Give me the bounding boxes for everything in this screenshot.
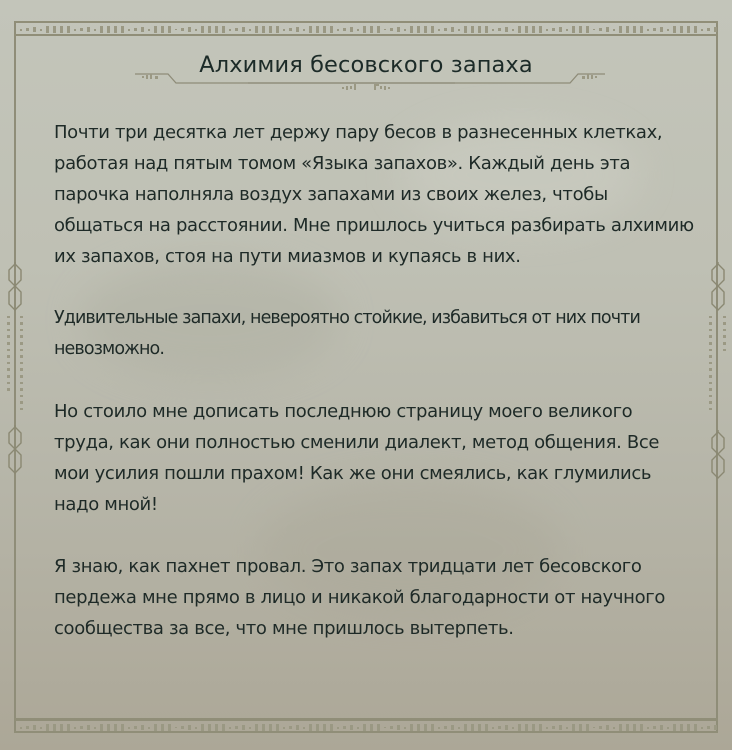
rune-mark	[114, 724, 117, 731]
rune-mark	[296, 27, 299, 32]
rune-mark	[424, 26, 427, 33]
rune-mark	[168, 26, 171, 33]
rune-mark	[451, 27, 454, 32]
rune-mark	[492, 29, 494, 31]
rune-mark	[100, 26, 103, 33]
rune-mark	[471, 724, 474, 731]
rune-mark	[552, 28, 555, 31]
rune-mark	[680, 724, 683, 731]
rune-mark	[148, 727, 150, 729]
rune-mark	[242, 725, 245, 730]
rune-mark	[384, 727, 386, 728]
rune-mark	[478, 724, 481, 731]
rune-mark	[128, 727, 130, 729]
rune-mark	[26, 28, 29, 31]
rune-mark	[195, 29, 197, 31]
rune-mark	[438, 29, 440, 31]
rune-mark	[323, 26, 326, 33]
rune-mark	[539, 724, 542, 731]
rune-mark	[572, 26, 575, 33]
rune-mark	[350, 725, 353, 730]
rune-mark	[337, 727, 339, 729]
rune-mark	[229, 29, 231, 31]
rune-mark	[330, 26, 333, 33]
rune-mark	[384, 29, 386, 30]
rune-mark	[606, 27, 609, 32]
rune-mark	[208, 26, 211, 33]
rune-mark	[485, 724, 488, 731]
rune-mark	[33, 725, 36, 730]
rune-mark	[647, 727, 649, 729]
rune-mark	[505, 27, 508, 32]
rune-mark	[397, 27, 400, 32]
rune-mark	[599, 28, 602, 31]
rune-mark	[148, 29, 150, 31]
rune-mark	[640, 724, 643, 731]
rune-mark	[94, 29, 96, 31]
right-knot-ornament	[708, 262, 728, 422]
rune-mark	[309, 724, 312, 731]
rune-mark	[694, 724, 697, 731]
rune-mark	[707, 28, 710, 31]
rune-mark	[350, 27, 353, 32]
rune-mark	[161, 724, 164, 731]
rune-mark	[626, 26, 629, 33]
rune-mark	[444, 28, 447, 31]
rune-mark	[87, 27, 90, 32]
rune-mark	[222, 26, 225, 33]
rune-mark	[235, 726, 238, 729]
rune-mark	[438, 727, 440, 729]
paragraph: Почти три десятка лет держу пару бесов в разнесенных клетках, работая над пятым томом «Языка запахов». Каждый день эта парочка наполняла воздух запахами из своих желез, чтобы общаться на расстоянии. Мне пришлось учиться разбирать алхимию их запахов, стоя на пути миазмов и купаясь в них.	[54, 122, 694, 267]
rune-mark	[532, 724, 535, 731]
rune-mark	[492, 727, 494, 729]
rune-mark	[309, 26, 312, 33]
rune-mark	[586, 26, 589, 33]
rune-mark	[673, 26, 676, 33]
rune-mark	[579, 724, 582, 731]
rune-mark	[512, 29, 514, 31]
rune-mark	[444, 726, 447, 729]
rune-mark	[269, 26, 272, 33]
rune-mark	[195, 727, 197, 729]
rune-mark	[188, 725, 191, 730]
rune-mark	[485, 26, 488, 33]
rune-pattern	[20, 26, 712, 33]
rune-mark	[40, 29, 42, 31]
rune-mark	[242, 27, 245, 32]
rune-mark	[458, 29, 460, 31]
paragraph: Я знаю, как пахнет провал. Это запах тридцати лет бесовского пердежа мне прямо в лицо и никакой благодарности от научного сообщества за все, что мне пришлось вытерпеть.	[54, 556, 665, 639]
rune-mark	[410, 724, 413, 731]
rune-mark	[107, 26, 110, 33]
rune-mark	[532, 26, 535, 33]
rune-mark	[680, 26, 683, 33]
rune-mark	[255, 724, 258, 731]
rune-mark	[647, 29, 649, 31]
rune-mark	[363, 26, 366, 33]
rune-mark	[33, 27, 36, 32]
page-title: Алхимия бесовского запаха	[199, 52, 533, 78]
rune-mark	[546, 727, 548, 729]
rune-mark	[46, 724, 49, 731]
rune-mark	[316, 724, 319, 731]
rune-mark	[262, 724, 265, 731]
rune-mark	[154, 26, 157, 33]
rune-mark	[404, 29, 406, 31]
rune-mark	[67, 724, 70, 731]
rune-mark	[518, 724, 521, 731]
rune-mark	[114, 26, 117, 33]
rune-mark	[323, 724, 326, 731]
paragraph: Удивительные запахи, невероятно стойкие, избавиться от них почти невозможно.	[54, 308, 640, 359]
rune-mark	[653, 726, 656, 729]
rune-mark	[134, 726, 137, 729]
rune-mark	[215, 724, 218, 731]
rune-mark	[613, 727, 615, 729]
rune-mark	[303, 29, 305, 31]
rune-mark	[289, 726, 292, 729]
rune-mark	[249, 727, 251, 729]
rune-mark	[559, 27, 562, 32]
rune-mark	[67, 26, 70, 33]
rune-mark	[269, 724, 272, 731]
rune-mark	[566, 727, 568, 729]
rune-mark	[552, 726, 555, 729]
rune-mark	[498, 726, 501, 729]
rune-mark	[464, 26, 467, 33]
rune-mark	[262, 26, 265, 33]
rune-mark	[181, 726, 184, 729]
rune-mark	[593, 727, 595, 728]
rune-mark	[586, 724, 589, 731]
bottom-border-band	[14, 718, 718, 733]
rune-mark	[653, 28, 656, 31]
rune-mark	[633, 26, 636, 33]
rune-mark	[40, 727, 42, 729]
rune-mark	[619, 724, 622, 731]
rune-mark	[478, 26, 481, 33]
rune-mark	[410, 26, 413, 33]
rune-mark	[94, 727, 96, 729]
rune-mark	[606, 725, 609, 730]
rune-mark	[377, 724, 380, 731]
rune-mark	[505, 725, 508, 730]
rune-mark	[20, 29, 22, 31]
rune-mark	[464, 724, 467, 731]
rune-mark	[390, 28, 393, 31]
rune-mark	[431, 26, 434, 33]
rune-mark	[613, 29, 615, 31]
rune-mark	[714, 27, 717, 32]
rune-mark	[188, 27, 191, 32]
rune-mark	[100, 724, 103, 731]
rune-mark	[296, 725, 299, 730]
rune-mark	[357, 29, 359, 31]
rune-mark	[673, 724, 676, 731]
rune-mark	[707, 726, 710, 729]
title-underline-ornament	[130, 70, 610, 100]
left-knot-ornament	[5, 262, 25, 422]
rune-mark	[451, 725, 454, 730]
rune-mark	[525, 26, 528, 33]
rune-mark	[424, 724, 427, 731]
rune-mark	[255, 26, 258, 33]
rune-mark	[343, 726, 346, 729]
rune-mark	[74, 29, 76, 31]
rune-mark	[512, 727, 514, 729]
right-knot-ornament-lower	[708, 430, 728, 480]
rune-mark	[161, 26, 164, 33]
rune-mark	[539, 26, 542, 33]
rune-mark	[397, 725, 400, 730]
rune-mark	[20, 727, 22, 729]
rune-mark	[667, 29, 669, 31]
rune-mark	[660, 27, 663, 32]
rune-mark	[404, 727, 406, 729]
rune-mark	[471, 26, 474, 33]
rune-mark	[175, 727, 177, 728]
rune-mark	[283, 727, 285, 729]
rune-mark	[525, 724, 528, 731]
rune-mark	[80, 726, 83, 729]
rune-mark	[60, 26, 63, 33]
rune-mark	[566, 29, 568, 31]
rune-mark	[357, 727, 359, 729]
top-border-band	[14, 21, 718, 36]
rune-mark	[201, 26, 204, 33]
rune-mark	[599, 726, 602, 729]
rune-mark	[417, 724, 420, 731]
rune-mark	[559, 725, 562, 730]
rune-mark	[222, 724, 225, 731]
rune-mark	[74, 727, 76, 729]
rune-mark	[714, 725, 717, 730]
rune-mark	[687, 724, 690, 731]
paragraph: Но стоило мне дописать последнюю страницу моего великого труда, как они полностью сменили диалект, метод общения. Все мои усилия пошли прахом! Как же они смеялись, как глумились надо мной!	[54, 401, 660, 515]
rune-mark	[53, 724, 56, 731]
rune-mark	[201, 724, 204, 731]
rune-mark	[593, 29, 595, 30]
rune-mark	[168, 724, 171, 731]
rune-mark	[235, 28, 238, 31]
rune-mark	[175, 29, 177, 30]
rune-mark	[370, 26, 373, 33]
rune-mark	[141, 27, 144, 32]
book-content	[54, 117, 694, 675]
rune-mark	[337, 29, 339, 31]
rune-mark	[121, 26, 124, 33]
rune-mark	[370, 724, 373, 731]
rune-mark	[316, 26, 319, 33]
rune-mark	[283, 29, 285, 31]
rune-mark	[87, 725, 90, 730]
rune-mark	[640, 26, 643, 33]
rune-mark	[107, 724, 110, 731]
rune-mark	[121, 724, 124, 731]
rune-mark	[458, 727, 460, 729]
rune-mark	[60, 724, 63, 731]
rune-mark	[546, 29, 548, 31]
rune-mark	[46, 26, 49, 33]
rune-mark	[431, 724, 434, 731]
rune-mark	[134, 28, 137, 31]
rune-mark	[626, 724, 629, 731]
rune-mark	[208, 724, 211, 731]
rune-mark	[215, 26, 218, 33]
rune-mark	[276, 724, 279, 731]
rune-mark	[303, 727, 305, 729]
rune-mark	[181, 28, 184, 31]
rune-mark	[518, 26, 521, 33]
rune-mark	[289, 28, 292, 31]
rune-mark	[377, 26, 380, 33]
rune-mark	[330, 724, 333, 731]
rune-mark	[363, 724, 366, 731]
rune-mark	[154, 724, 157, 731]
left-knot-ornament-lower	[5, 425, 25, 475]
rune-mark	[390, 726, 393, 729]
rune-mark	[53, 26, 56, 33]
rune-mark	[687, 26, 690, 33]
rune-mark	[667, 727, 669, 729]
rune-mark	[26, 726, 29, 729]
rune-mark	[633, 724, 636, 731]
rune-mark	[249, 29, 251, 31]
rune-mark	[660, 725, 663, 730]
rune-mark	[417, 26, 420, 33]
rune-mark	[572, 724, 575, 731]
rune-mark	[694, 26, 697, 33]
rune-mark	[80, 28, 83, 31]
rune-mark	[579, 26, 582, 33]
rune-mark	[498, 28, 501, 31]
rune-mark	[276, 26, 279, 33]
rune-mark	[701, 727, 703, 729]
rune-mark	[343, 28, 346, 31]
rune-mark	[141, 725, 144, 730]
rune-pattern	[20, 724, 712, 731]
rune-mark	[701, 29, 703, 31]
rune-mark	[619, 26, 622, 33]
rune-mark	[128, 29, 130, 31]
rune-mark	[229, 727, 231, 729]
